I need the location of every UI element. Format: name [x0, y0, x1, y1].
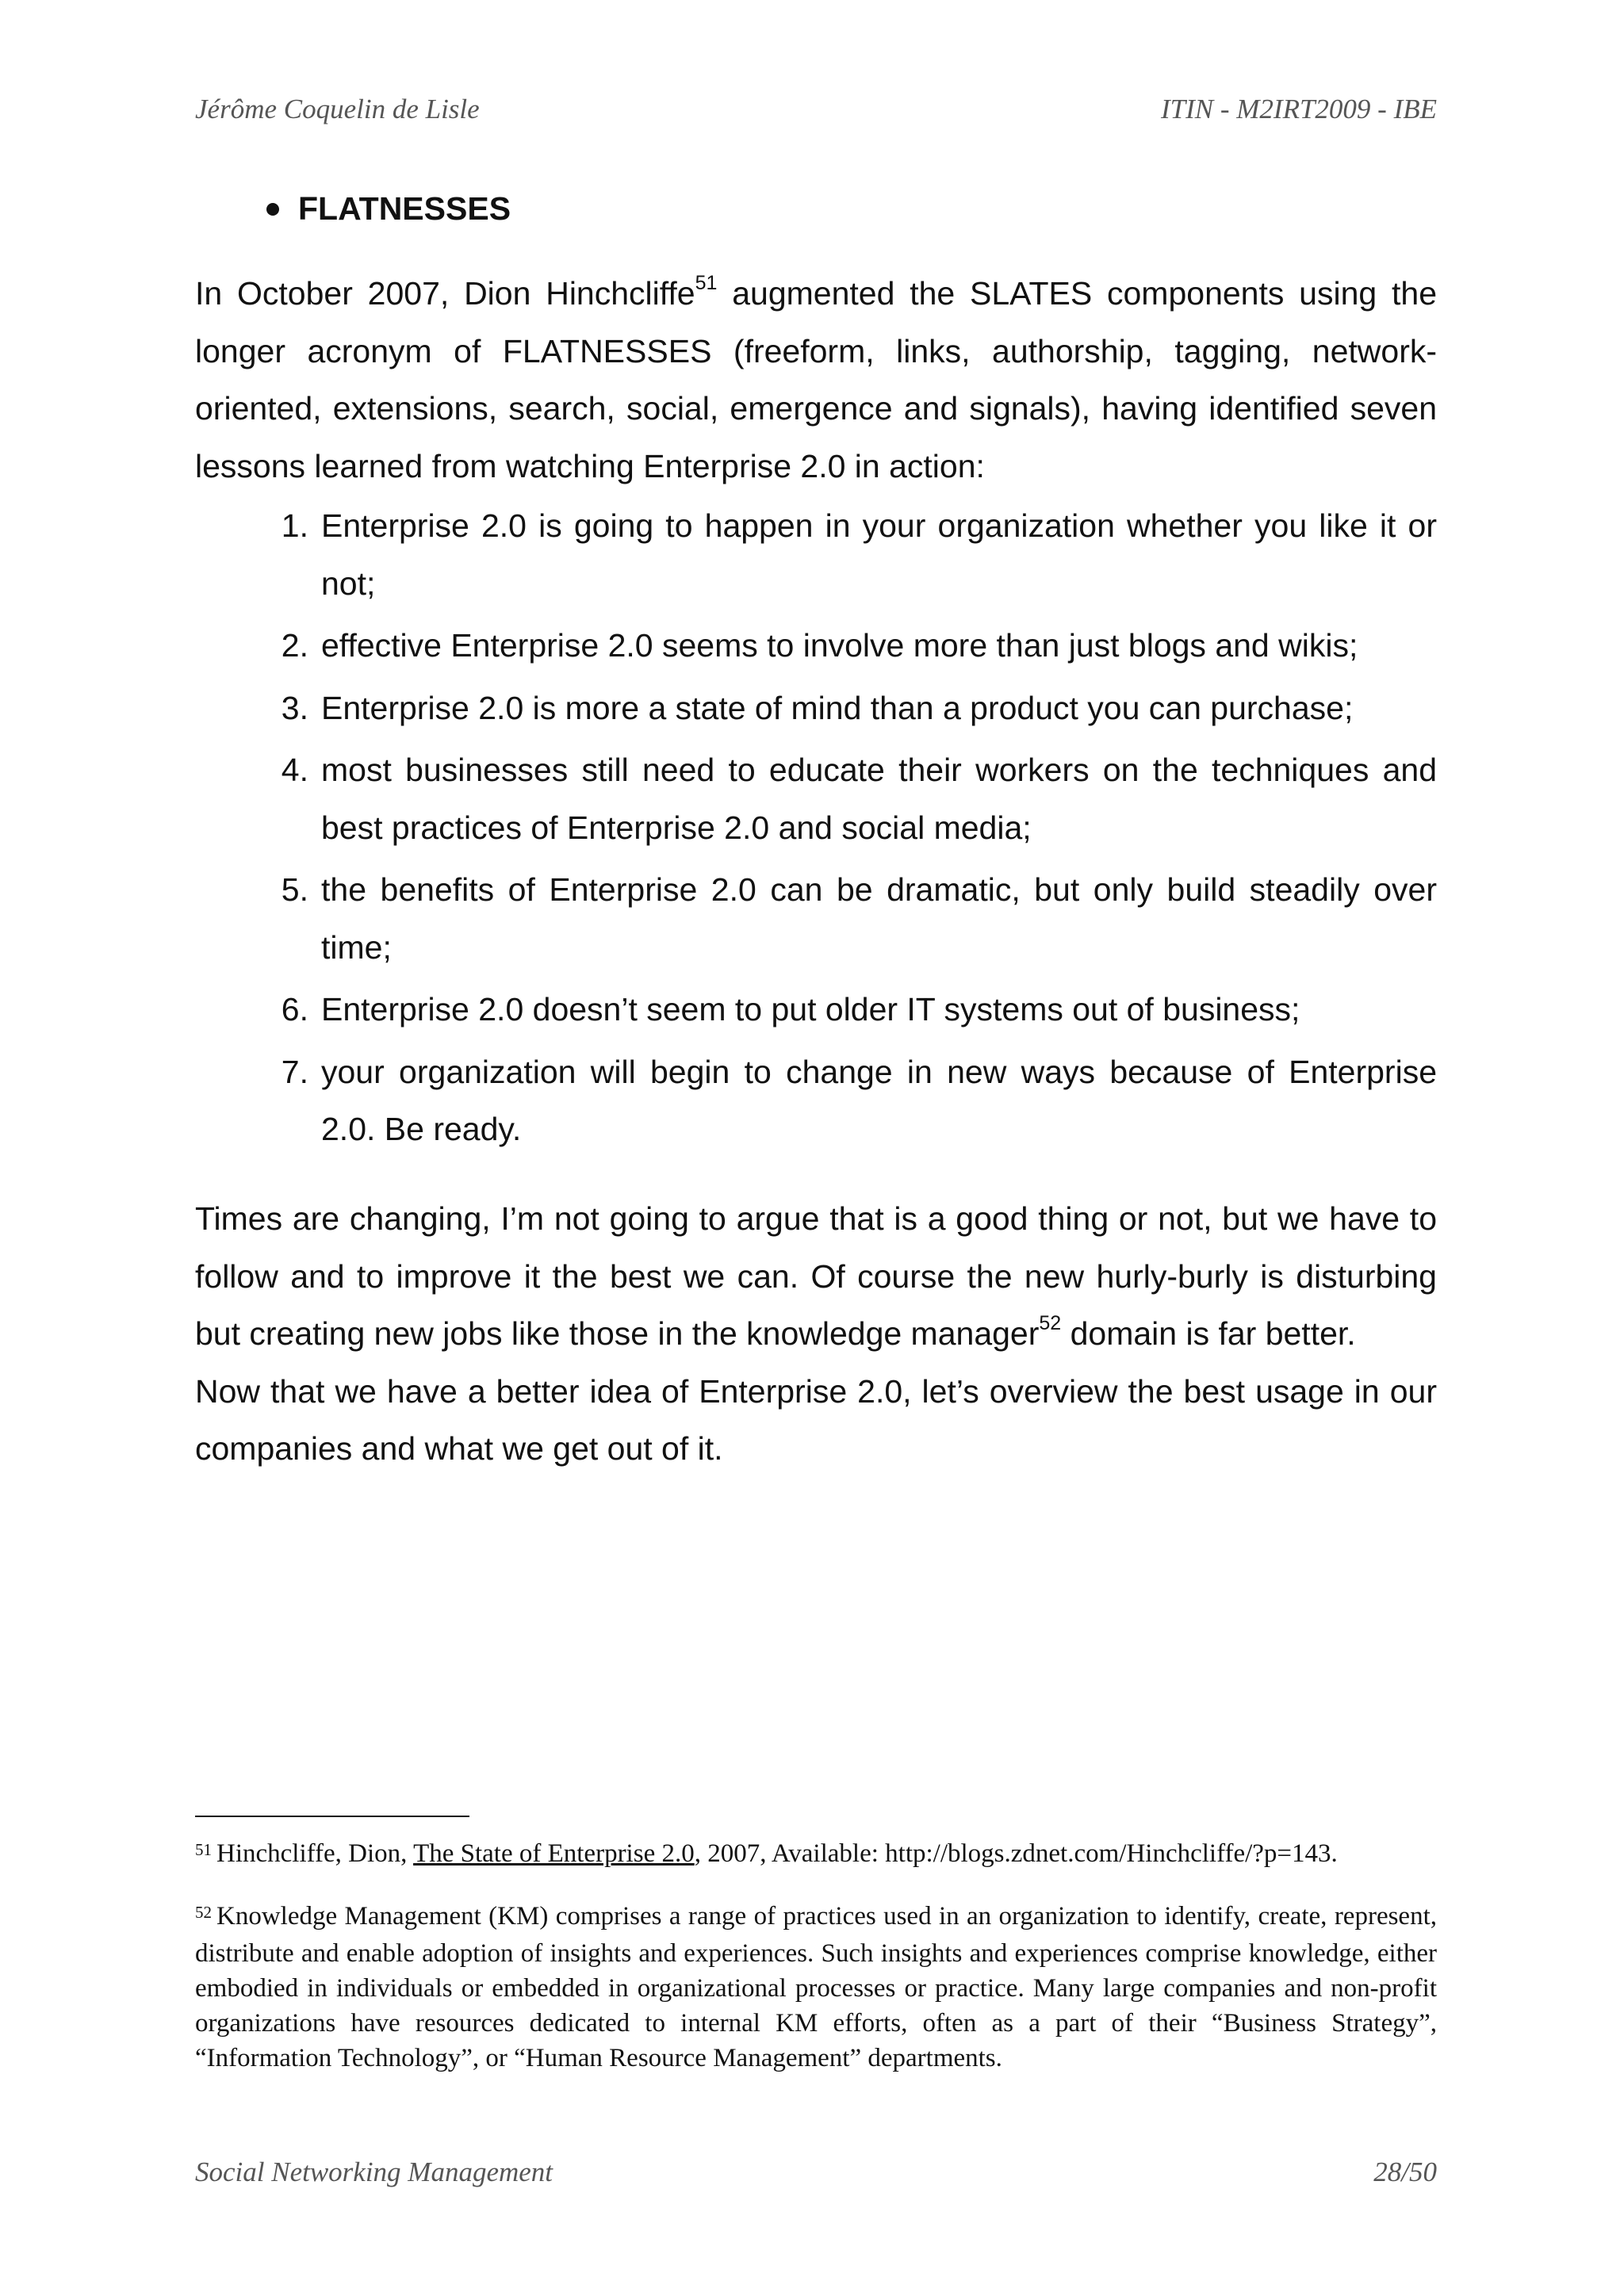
list-number: 4. [281, 752, 308, 788]
footnote-divider [195, 1816, 469, 1817]
footnote-52 [195, 1899, 1437, 2076]
list-number: 5. [281, 871, 308, 908]
list-text: Enterprise 2.0 is more a state of mind than a product you can purchase; [321, 689, 1354, 726]
list-text: the benefits of Enterprise 2.0 can be dramatic, but only build steadily over time; [321, 871, 1437, 966]
closing-text-end: domain is far better. [1061, 1315, 1356, 1352]
page-number: 28/50 [1373, 2156, 1437, 2187]
list-item [195, 617, 1437, 675]
footnote-text: Hinchcliffe, Dion, [216, 1839, 414, 1868]
list-item [195, 497, 1437, 612]
bullet-icon [266, 203, 279, 216]
section-heading-text: FLATNESSES [298, 190, 511, 227]
list-text: effective Enterprise 2.0 seems to involve more than just blogs and wikis; [321, 627, 1358, 664]
list-item [195, 741, 1437, 856]
footnote-51 [195, 1836, 1437, 1873]
list-number: 7. [281, 1053, 308, 1090]
footnote-ref-52[interactable]: 52 [1039, 1312, 1062, 1335]
list-item [195, 981, 1437, 1039]
list-number: 2. [281, 627, 308, 664]
list-number: 6. [281, 991, 308, 1027]
footnote-text: Knowledge Management (KM) comprises a range of practices used in an organization to identify, create, represent, distribute and enable adoption of insights and experiences. Such insights and experiences comprise knowledge, either embodied in individuals or embedded in organizational processes or practice. Many large companies and non-profit organizations have resources dedicated to internal KM efforts, often as a part of their “Business Strategy”, “Information Technology”, or “Human Resource Management” departments. [195, 1902, 1437, 2072]
footnote-title-link[interactable]: The State of Enterprise 2.0 [413, 1839, 695, 1868]
header-author: Jérôme Coquelin de Lisle [195, 94, 480, 124]
closing-paragraph [195, 1190, 1437, 1478]
footnote-mark: 51 [195, 1840, 212, 1859]
section-heading [263, 190, 511, 228]
intro-text-end: augmented the SLATES components using the longer acronym of FLATNESSES (freeform, links, authorship, tagging, network-oriented, extensions, search, social, emergence and signals), having identified seven lessons learned from watching Enterprise 2.0 in action: [195, 275, 1437, 484]
lessons-list [195, 497, 1437, 1163]
header-course: ITIN - M2IRT2009 - IBE [1160, 94, 1437, 124]
list-item [195, 861, 1437, 976]
list-text: Enterprise 2.0 is going to happen in your organization whether you like it or not; [321, 507, 1437, 602]
closing-line-2: Now that we have a better idea of Enterprise 2.0, let’s overview the best usage in our companies and what we get out of it. [195, 1372, 1437, 1467]
closing-line-1 [195, 1190, 1437, 1363]
closing-text-start: Times are changing, I’m not going to argue that is a good thing or not, but we have to follow and to improve it the best we can. Of course the new hurly-burly is disturbing but creating new jobs like those in the knowledge manager [195, 1200, 1437, 1352]
list-item [195, 679, 1437, 737]
list-text: most businesses still need to educate their workers on the techniques and best practices of Enterprise 2.0 and social media; [321, 752, 1437, 846]
list-item [195, 1043, 1437, 1158]
intro-paragraph [195, 265, 1437, 495]
list-text: Enterprise 2.0 doesn’t seem to put older IT systems out of business; [321, 991, 1300, 1027]
footnote-mark: 52 [195, 1903, 212, 1922]
intro-text-start: In October 2007, Dion Hinchcliffe [195, 275, 695, 312]
footnote-ref-51[interactable]: 51 [695, 272, 718, 295]
list-number: 1. [281, 507, 308, 544]
footer-title: Social Networking Management [195, 2156, 553, 2187]
list-number: 3. [281, 689, 308, 726]
list-text: your organization will begin to change in new ways because of Enterprise 2.0. Be ready. [321, 1053, 1437, 1147]
footnote-text-end: , 2007, Available: http://blogs.zdnet.com/Hinchcliffe/?p=143. [694, 1839, 1338, 1868]
